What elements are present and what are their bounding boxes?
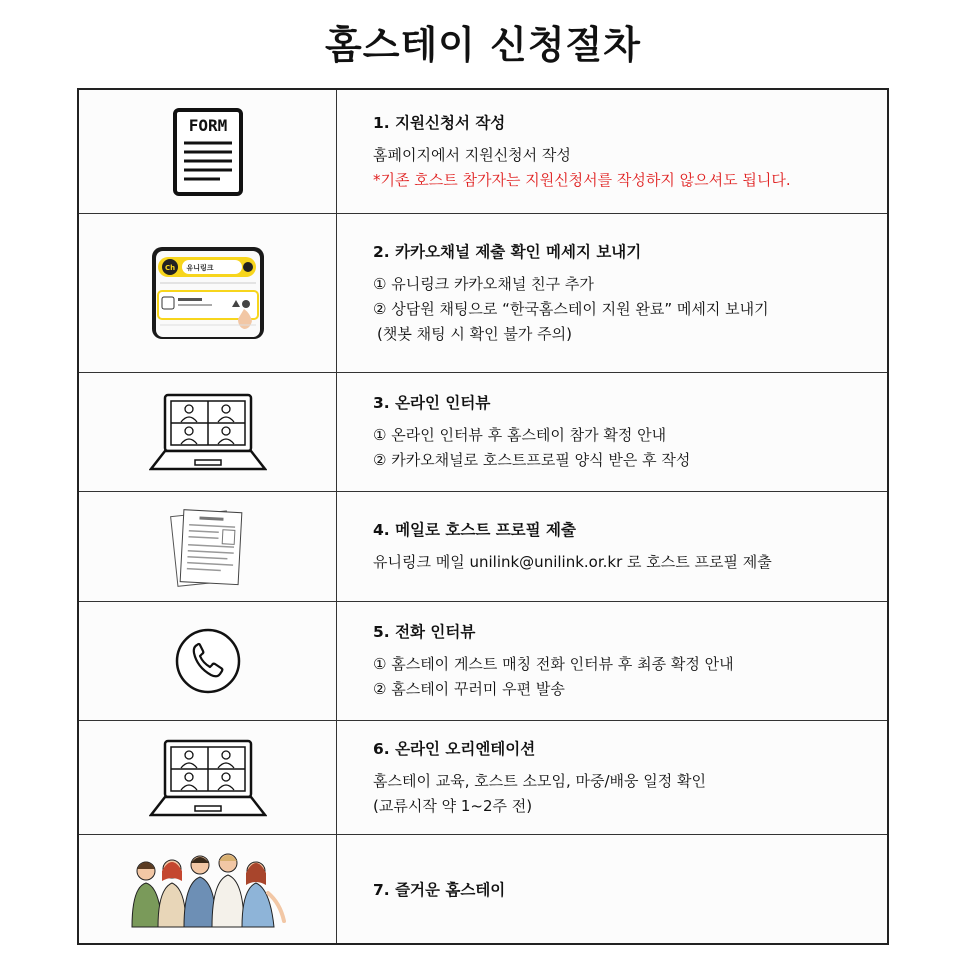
kakao-channel-name: 유니링크 bbox=[185, 264, 214, 272]
step-1-text bbox=[373, 90, 879, 213]
step-2-text bbox=[373, 214, 879, 372]
step-4-line-1: 유니링크 메일 unilink@unilink.or.kr 로 호스트 프로필 제출 bbox=[373, 553, 772, 571]
profile-papers-icon bbox=[168, 507, 248, 587]
step-3-icon-cell bbox=[79, 373, 337, 491]
step-row-3 bbox=[79, 372, 887, 491]
step-row-7 bbox=[79, 834, 887, 943]
step-5-line-1: ① 홈스테이 게스트 매칭 전화 인터뷰 후 최종 확정 안내 bbox=[373, 655, 734, 673]
step-1-line-1: 홈페이지에서 지원신청서 작성 bbox=[373, 145, 571, 164]
form-icon-text: FORM bbox=[188, 115, 227, 135]
happy-group-icon bbox=[128, 849, 288, 929]
step-row-2 bbox=[79, 213, 887, 372]
step-row-1 bbox=[79, 90, 887, 213]
step-1-icon-cell bbox=[79, 90, 337, 213]
kakao-ch-text: Ch bbox=[164, 264, 175, 272]
step-7-text bbox=[373, 835, 879, 943]
step-6-line-2: (교류시작 약 1~2주 전) bbox=[373, 796, 533, 815]
video-call-laptop-icon bbox=[149, 391, 267, 473]
kakao-channel-phone-icon bbox=[148, 245, 268, 341]
step-3-line-1: ① 온라인 인터뷰 후 홈스테이 참가 확정 안내 bbox=[373, 426, 667, 444]
step-6-line-1: 홈스테이 교육, 호스트 소모임, 마중/배웅 일정 확인 bbox=[373, 771, 707, 790]
step-2-icon-cell bbox=[79, 214, 337, 372]
phone-call-icon bbox=[173, 626, 243, 696]
step-5-line-2: ② 홈스테이 꾸러미 우편 발송 bbox=[373, 680, 565, 698]
step-5-title: 5. 전화 인터뷰 bbox=[373, 623, 476, 641]
step-4-text bbox=[373, 492, 879, 601]
step-6-text bbox=[373, 721, 879, 834]
step-5-icon-cell bbox=[79, 602, 337, 720]
step-row-6 bbox=[79, 720, 887, 834]
step-6-title: 6. 온라인 오리엔테이션 bbox=[373, 739, 536, 758]
step-3-title: 3. 온라인 인터뷰 bbox=[373, 394, 491, 412]
step-1-title: 1. 지원신청서 작성 bbox=[373, 113, 506, 132]
step-5-text bbox=[373, 602, 879, 720]
orientation-laptop-icon bbox=[149, 737, 267, 819]
step-6-icon-cell bbox=[79, 721, 337, 834]
step-row-5 bbox=[79, 601, 887, 720]
step-2-line-1: ① 유니링크 카카오채널 친구 추가 bbox=[373, 274, 594, 293]
steps-table bbox=[77, 88, 889, 945]
step-3-line-2: ② 카카오채널로 호스트프로필 양식 받은 후 작성 bbox=[373, 451, 691, 469]
step-4-icon-cell bbox=[79, 492, 337, 601]
form-document-icon bbox=[172, 107, 244, 197]
step-7-icon-cell bbox=[79, 835, 337, 943]
step-3-text bbox=[373, 373, 879, 491]
step-row-4 bbox=[79, 491, 887, 601]
step-4-title: 4. 메일로 호스트 프로필 제출 bbox=[373, 521, 576, 539]
page-title: 홈스테이 신청절차 bbox=[325, 23, 641, 67]
step-2-line-3: (챗봇 채팅 시 확인 불가 주의) bbox=[377, 324, 572, 343]
step-2-title: 2. 카카오채널 제출 확인 메세지 보내기 bbox=[373, 242, 642, 261]
step-7-title: 7. 즐거운 홈스테이 bbox=[373, 881, 506, 899]
step-2-line-2: ② 상담원 채팅으로 “한국홈스테이 지원 완료” 메세지 보내기 bbox=[373, 299, 769, 318]
step-1-note: *기존 호스트 참가자는 지원신청서를 작성하지 않으셔도 됩니다. bbox=[373, 170, 791, 189]
